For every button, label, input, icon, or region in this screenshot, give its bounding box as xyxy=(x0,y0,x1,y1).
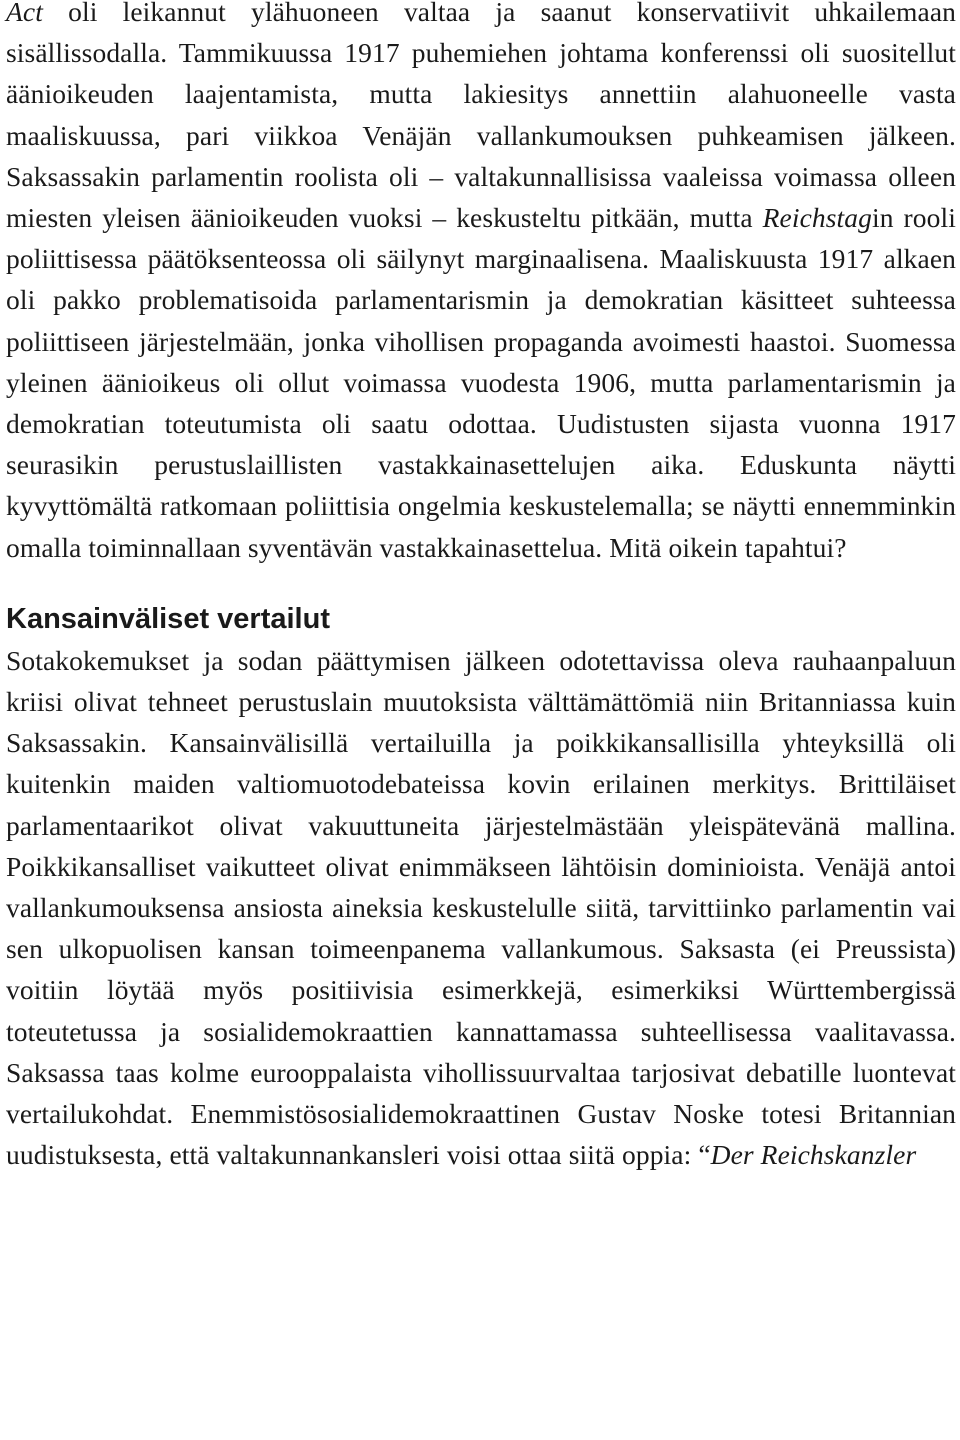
body-paragraph-2 xyxy=(6,640,956,1176)
text-reichstag-italic: Reichstag xyxy=(762,202,872,234)
text-quote-italic: Der Reichskanzler xyxy=(710,1139,917,1171)
text-segment: in rooli poliittisessa päätöksenteossa oli säilynyt marginaalisena. Maaliskuusta 1917 alkaen oli pakko problematisoida parlamentarismin ja demokratian käsitteet suhteessa poliittiseen järjestelmään, jonka vihollisen propaganda avoimesti haastoi. Suomessa yleinen äänioikeus oli ollut voimassa vuodesta 1906, mutta parlamentarismin ja demokratian toteutumista oli saatu odottaa. Uudistusten sijasta vuonna 1917 seurasikin perustuslaillisten vastakkainasettelujen aika. Eduskunta näytti kyvyttömältä ratkomaan poliittisia ongelmia keskustelemalla; se näytti ennemminkin omalla toiminnallaan syventävän vastakkainasettelua. Mitä oikein tapahtui? xyxy=(6,202,956,563)
text-segment: oli leikannut ylähuoneen valtaa ja saanut konservatiivit uhkailemaan sisällissodalla. Tammikuussa 1917 puhemiehen johtama konferenssi oli suositellut äänioikeuden laajentamista, mutta lakiesitys annettiin alahuoneelle vasta maaliskuussa, pari viikkoa Venäjän vallankumouksen puhkeamisen jälkeen. Saksassakin parlamentin roolista oli – valtakunnallisissa vaaleissa voimassa olleen miesten yleisen äänioikeuden vuoksi – keskusteltu pitkään, mutta xyxy=(6,0,956,234)
document-page xyxy=(6,0,956,1175)
text-act-italic: Act xyxy=(6,0,43,27)
section-spacer xyxy=(6,568,956,599)
body-paragraph-1 xyxy=(6,0,956,568)
text-segment: Sotakokemukset ja sodan päättymisen jälkeen odotettavissa oleva rauhaanpaluun kriisi olivat tehneet perustuslain muutoksista välttämättömiä niin Britanniassa kuin Saksassakin. Kansainvälisillä vertailuilla ja poikkikansallisilla yhteyksillä oli kuitenkin maiden valtiomuotodebateissa kovin erilainen merkitys. Brittiläiset parlamentaarikot olivat vakuuttuneita järjestelmästään yleispätevänä mallina. Poikkikansalliset vaikutteet olivat enimmäkseen lähtöisin dominioista. Venäjä antoi vallankumouksensa ansiosta aineksia keskustelulle siitä, tarvittiinko parlamentin vai sen ulkopuolisen kansan toimeenpanema vallankumous. Saksasta (ei Preussista) voitiin löytää myös positiivisia esimerkkejä, esimerkiksi Württembergissä toteutetussa ja sosialidemokraattien kannattamassa suhteellisessa vaalitavassa. Saksassa taas kolme eurooppalaista vihollissuurvaltaa tarjosivat debatille luontevat vertailukohdat. Enemmistösosialidemokraattinen Gustav Noske totesi Britannian uudistuksesta, että valtakunnankansleri voisi ottaa siitä oppia: “ xyxy=(6,644,956,1171)
section-heading: Kansainväliset vertailut xyxy=(6,602,330,635)
